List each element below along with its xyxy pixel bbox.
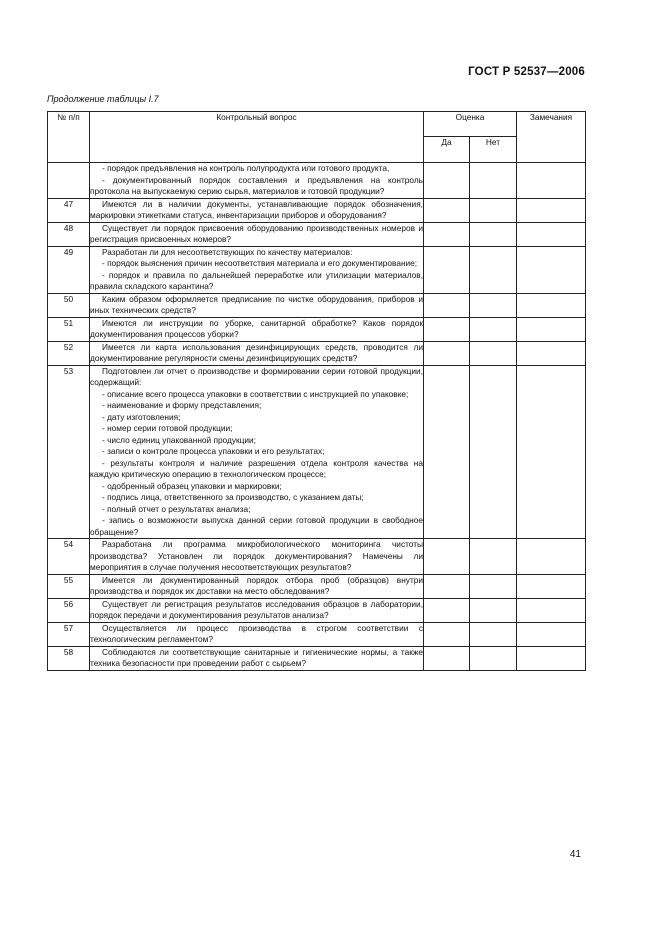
column-header-score: Оценка [424, 112, 517, 137]
table-row [48, 198, 586, 222]
yes-cell [424, 317, 470, 341]
question-line: - запись о возможности выпуска данной серии готовой продукции в свободное обращение? [90, 515, 423, 537]
yes-cell [424, 539, 470, 575]
table-row [48, 622, 586, 646]
no-cell [470, 646, 517, 670]
table-row [48, 293, 586, 317]
yes-cell [424, 598, 470, 622]
remarks-cell [517, 539, 586, 575]
yes-cell [424, 163, 470, 199]
remarks-cell [517, 622, 586, 646]
table-row [48, 163, 586, 199]
yes-cell [424, 222, 470, 246]
remarks-cell [517, 317, 586, 341]
row-number: 53 [48, 365, 90, 539]
remarks-cell [517, 574, 586, 598]
row-number: 52 [48, 341, 90, 365]
table-row [48, 646, 586, 670]
question-line: Каким образом оформляется предписание по чистке оборудования, приборов и иных технических средств? [90, 293, 423, 315]
question-line: - полный отчет о результатах анализа; [102, 503, 251, 514]
question-cell [90, 539, 424, 575]
question-cell [90, 341, 424, 365]
question-cell [90, 574, 424, 598]
remarks-cell [517, 365, 586, 539]
yes-cell [424, 341, 470, 365]
remarks-cell [517, 598, 586, 622]
question-line: - порядок и правила по дальнейшей переработке или утилизации материалов, правила складского карантина? [90, 269, 423, 291]
row-number: 54 [48, 539, 90, 575]
remarks-cell [517, 222, 586, 246]
no-cell [470, 317, 517, 341]
table-row [48, 598, 586, 622]
no-cell [470, 222, 517, 246]
remarks-cell [517, 163, 586, 199]
remarks-cell [517, 293, 586, 317]
table-row [48, 574, 586, 598]
question-line: - записи о контроле процесса упаковки и его результатах; [102, 446, 325, 456]
table-row [48, 222, 586, 246]
table-row [48, 365, 586, 539]
no-cell [470, 341, 517, 365]
no-cell [470, 365, 517, 539]
remarks-cell [517, 341, 586, 365]
question-cell [90, 293, 424, 317]
no-cell [470, 574, 517, 598]
no-cell [470, 293, 517, 317]
question-line: - документированный порядок составления и предъявления на контроль протокола на выпускаемую серию сырья, материалов и готовой продукции? [90, 174, 423, 196]
question-line: - число единиц упакованной продукции; [102, 434, 256, 445]
question-line: Существует ли регистрация результатов исследования образцов в лаборатории, порядок передачи и документирования результатов анализа? [90, 598, 423, 620]
no-cell [470, 539, 517, 575]
row-number: 57 [48, 622, 90, 646]
yes-cell [424, 646, 470, 670]
question-cell [90, 246, 424, 293]
column-header-number: № п/п [48, 112, 90, 163]
question-cell [90, 317, 424, 341]
question-line: Имеется ли документированный порядок отбора проб (образцов) внутри производства и порядок их доставки на место обследования? [90, 574, 423, 596]
question-cell [90, 198, 424, 222]
question-line: - подпись лица, ответственного за производство, с указанием даты; [102, 492, 364, 502]
standard-designation: ГОСТ Р 52537—2006 [468, 66, 585, 78]
row-number: 49 [48, 246, 90, 293]
no-cell [470, 246, 517, 293]
row-number: 47 [48, 198, 90, 222]
column-header-remarks: Замечания [517, 112, 586, 163]
question-line: - одобренный образец упаковки и маркировки; [102, 480, 282, 491]
no-cell [470, 198, 517, 222]
question-line: Подготовлен ли отчет о производстве и формировании серии готовой продукции, содержащий: [90, 365, 423, 387]
yes-cell [424, 246, 470, 293]
yes-cell [424, 622, 470, 646]
no-cell [470, 622, 517, 646]
column-header-no: Нет [470, 137, 517, 163]
row-number: 48 [48, 222, 90, 246]
row-number: 55 [48, 574, 90, 598]
question-line: Имеется ли карта использования дезинфицирующих средств, проводится ли документирование регулярности смены дезинфицирующих средств? [90, 341, 423, 363]
question-cell [90, 365, 424, 539]
yes-cell [424, 365, 470, 539]
row-number: 58 [48, 646, 90, 670]
no-cell [470, 598, 517, 622]
question-line: - дату изготовления; [102, 411, 181, 422]
table-row [48, 539, 586, 575]
no-cell [470, 163, 517, 199]
question-line: - описание всего процесса упаковки в соответствии с инструкцией по упаковке; [102, 388, 409, 399]
table-row [48, 246, 586, 293]
question-cell [90, 222, 424, 246]
column-header-yes: Да [424, 137, 470, 163]
question-line: Разработан ли для несоответствующих по качеству материалов: [102, 246, 353, 257]
row-number: 50 [48, 293, 90, 317]
question-cell [90, 646, 424, 670]
question-cell [90, 163, 424, 199]
question-line: Существует ли порядок присвоения оборудованию производственных номеров и регистрация присвоенных номеров? [90, 222, 423, 244]
question-line: - порядок выяснения причин несоответствия материала и его документирование; [102, 258, 418, 268]
question-line: - результаты контроля и наличие разрешения отдела контроля качества на каждую критическую операцию в технологическом процессе; [90, 457, 423, 479]
column-header-question: Контрольный вопрос [90, 112, 424, 163]
question-line: - наименование и форму представления; [102, 400, 262, 410]
question-line: Имеются ли в наличии документы, устанавливающие порядок обозначения, маркировки этикетками статуса, инвентаризации приборов и оборудования? [90, 198, 423, 220]
row-number [48, 163, 90, 199]
question-line: - номер серии готовой продукции; [102, 423, 233, 433]
question-line: - порядок предъявления на контроль полупродукта или готового продукта, [102, 163, 390, 173]
question-cell [90, 622, 424, 646]
yes-cell [424, 293, 470, 317]
question-line: Осуществляется ли процесс производства в строгом соответствии с технологическим регламентом? [90, 622, 423, 644]
remarks-cell [517, 246, 586, 293]
question-line: Соблюдаются ли соответствующие санитарные и гигиенические нормы, а также техника безопасности при проведении работ с сырьем? [90, 646, 423, 668]
question-line: Имеются ли инструкции по уборке, санитарной обработке? Каков порядок документирования процессов уборки? [90, 317, 423, 339]
question-cell [90, 598, 424, 622]
table-continuation-caption: Продолжение таблицы I.7 [47, 94, 159, 104]
table-row [48, 317, 586, 341]
row-number: 51 [48, 317, 90, 341]
yes-cell [424, 198, 470, 222]
yes-cell [424, 574, 470, 598]
page-number: 41 [569, 849, 581, 860]
remarks-cell [517, 646, 586, 670]
remarks-cell [517, 198, 586, 222]
table-body [48, 163, 586, 671]
question-line: Разработана ли программа микробиологического мониторинга чистоты производства? Установлен ли порядок документирования? Намечены ли мероприятия в случае получения несоответствующих результатов? [90, 539, 423, 572]
row-number: 56 [48, 598, 90, 622]
table-row [48, 341, 586, 365]
checklist-table [47, 111, 586, 671]
